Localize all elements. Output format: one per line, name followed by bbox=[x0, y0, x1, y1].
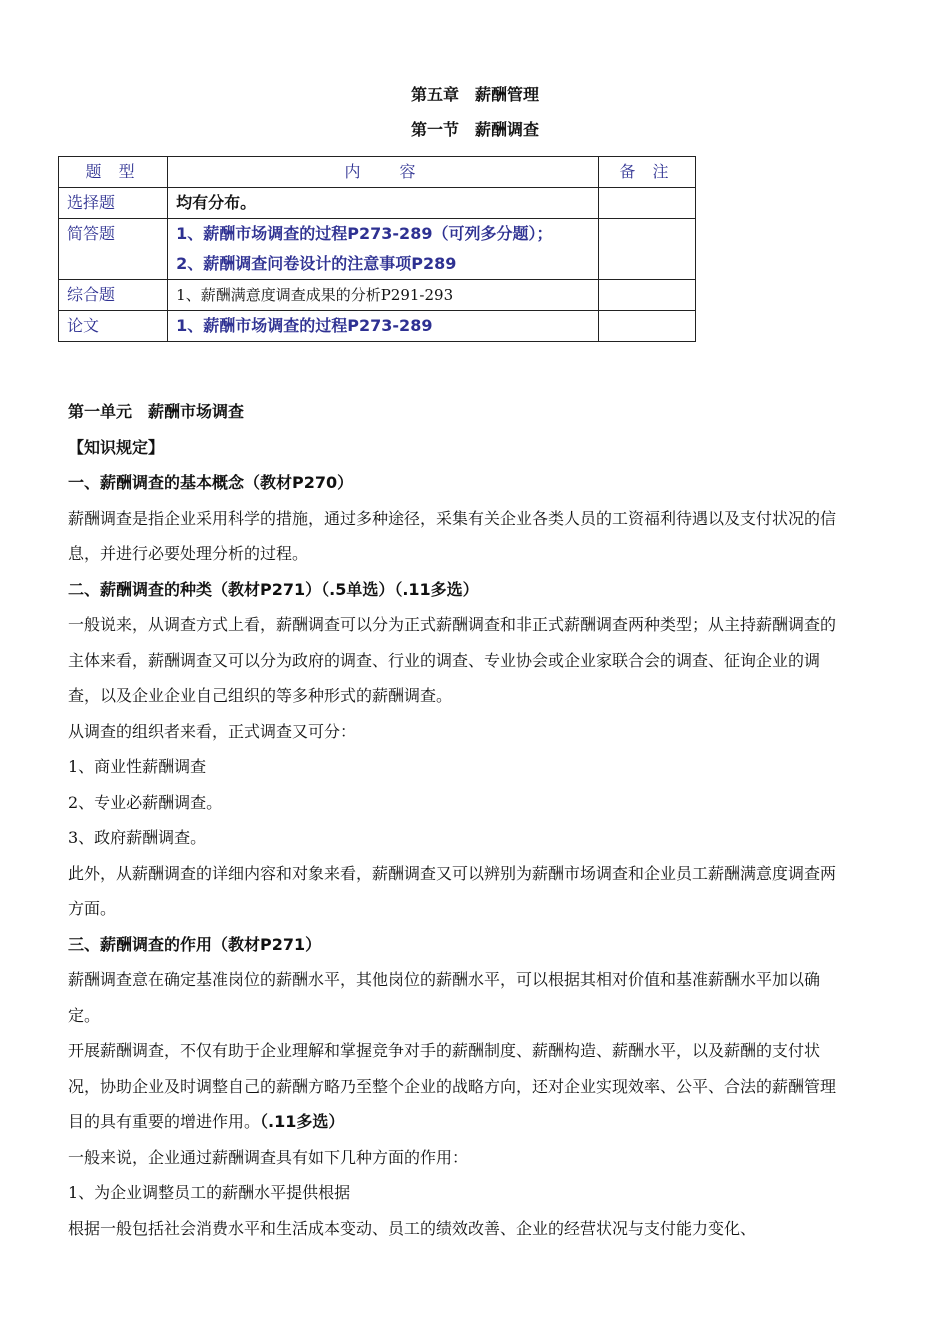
chapter-title: 第五章 薪酬管理 bbox=[410, 85, 539, 104]
section-heading: 二、薪酬调查的种类（教材P271）（.5单选）（.11多选） bbox=[68, 579, 479, 599]
paragraph: 此外，从薪酬调查的详细内容和对象来看，薪酬调查又可以辨别为薪酬市场调查和企业员工薪酬满意度调查两方面。 bbox=[68, 863, 837, 918]
table-header-row bbox=[59, 157, 696, 188]
table-row bbox=[59, 311, 696, 342]
exam-tag: （.11多选） bbox=[260, 1112, 345, 1131]
section-title: 第一节 薪酬调查 bbox=[410, 120, 539, 139]
row-type: 论文 bbox=[59, 311, 168, 342]
header-note: 备 注 bbox=[598, 157, 695, 188]
header-content: 内 容 bbox=[168, 157, 599, 188]
list-item: 2、专业必薪酬调查。 bbox=[68, 792, 223, 812]
paragraph: 根据一般包括社会消费水平和生活成本变动、员工的绩效改善、企业的经营状况与支付能力变化、 bbox=[68, 1218, 757, 1238]
header-type: 题 型 bbox=[59, 157, 168, 188]
row-content: 1、薪酬市场调查的过程P273-289 bbox=[168, 311, 599, 342]
table-row bbox=[59, 188, 696, 219]
row-content: 1、薪酬满意度调查成果的分析P291-293 bbox=[168, 280, 599, 311]
row-note bbox=[598, 188, 695, 219]
knowledge-heading: 【知识规定】 bbox=[68, 437, 165, 457]
paragraph: 一般说来，从调查方式上看，薪酬调查可以分为正式薪酬调查和非正式薪酬调查两种类型；从主持薪酬调查的主体来看，薪酬调查又可以分为政府的调查、行业的调查、专业协会或企业家联合会的调查、征询企业的调查，以及企业企业自己组织的等多种形式的薪酬调查。 bbox=[68, 615, 837, 705]
row-type: 简答题 bbox=[59, 219, 168, 280]
paragraph: 薪酬调查是指企业采用科学的措施，通过多种途径，采集有关企业各类人员的工资福利待遇以及支付状况的信息，并进行必要处理分析的过程。 bbox=[68, 508, 837, 563]
row-type: 综合题 bbox=[59, 280, 168, 311]
row-content-line: 2、薪酬调查问卷设计的注意事项P289 bbox=[176, 254, 457, 273]
list-item: 3、政府薪酬调查。 bbox=[68, 828, 207, 847]
row-type: 选择题 bbox=[59, 188, 168, 219]
table-row bbox=[59, 219, 696, 280]
row-content bbox=[168, 219, 599, 280]
row-content-line: 1、薪酬市场调查的过程P273-289（可列多分题）； bbox=[176, 224, 553, 243]
table-row bbox=[59, 280, 696, 311]
paragraph bbox=[68, 1033, 838, 1140]
question-type-table bbox=[58, 156, 696, 342]
paragraph: 从调查的组织者来看，正式调查又可分： bbox=[68, 721, 357, 741]
unit-heading: 第一单元 薪酬市场调查 bbox=[68, 402, 245, 421]
paragraph-text: 开展薪酬调查，不仅有助于企业理解和掌握竞争对手的薪酬制度、薪酬构造、薪酬水平，以及薪酬的支付状况，协助企业及时调整自己的薪酬方略乃至整个企业的战略方向，还对企业实现效率、公平、合法的薪酬管理目的具有重要的增进作用。 bbox=[68, 1041, 837, 1131]
row-note bbox=[598, 280, 695, 311]
list-item: 1、为企业调整员工的薪酬水平提供根据 bbox=[68, 1183, 351, 1202]
section-heading: 三、薪酬调查的作用（教材P271） bbox=[68, 934, 322, 954]
list-item: 1、商业性薪酬调查 bbox=[68, 757, 207, 776]
document-body bbox=[68, 394, 838, 1246]
row-note bbox=[598, 219, 695, 280]
paragraph: 薪酬调查意在确定基准岗位的薪酬水平，其他岗位的薪酬水平，可以根据其相对价值和基准薪酬水平加以确定。 bbox=[68, 970, 821, 1025]
row-note bbox=[598, 311, 695, 342]
paragraph: 一般来说，企业通过薪酬调查具有如下几种方面的作用： bbox=[68, 1147, 469, 1167]
row-content: 均有分布。 bbox=[168, 188, 599, 219]
section-heading: 一、薪酬调查的基本概念（教材P270） bbox=[68, 473, 354, 492]
